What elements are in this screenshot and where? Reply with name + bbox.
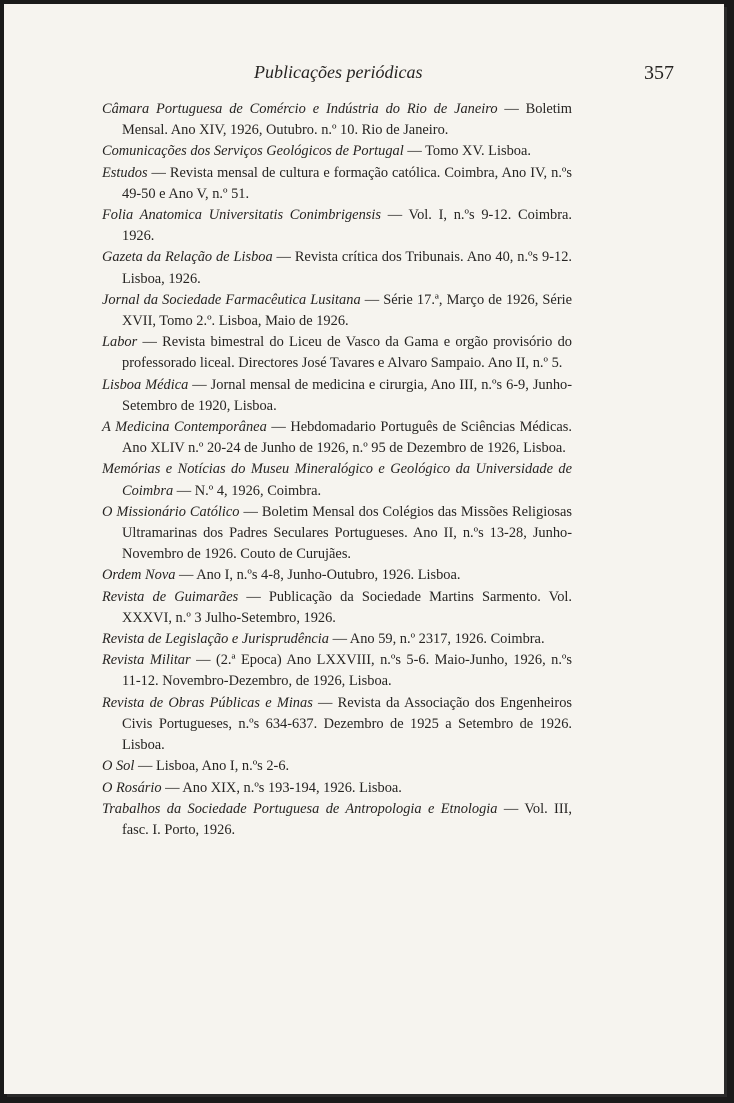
- entry-text: — Revista mensal de cultura e formação católica. Coimbra, Ano IV, n.ºs 49-50 e Ano V, n.º 51.: [122, 164, 572, 202]
- page-number: 357: [644, 62, 674, 84]
- entry-title: Revista de Guimarães: [102, 588, 239, 605]
- entry: [102, 693, 572, 757]
- entry-title: Estudos: [102, 164, 148, 181]
- entry-text: — Publicação da Sociedade Martins Sarmento. Vol. XXXVI, n.º 3 Julho-Setembro, 1926.: [122, 588, 573, 626]
- entry: [102, 587, 572, 629]
- document-page: [4, 4, 724, 1094]
- entry-text: — Ano I, n.ºs 4-8, Junho-Outubro, 1926. Lisboa.: [175, 567, 461, 584]
- entry: [102, 375, 572, 417]
- entry-text: — Hebdomadario Português de Sciências Médicas. Ano XLIV n.º 20-24 de Junho de 1926, n.º 95 de Dezembro de 1926, Lisboa.: [122, 419, 572, 457]
- entry: [102, 756, 572, 777]
- entry: [102, 290, 572, 332]
- entry-title: Comunicações dos Serviços Geológicos de Portugal: [102, 143, 404, 160]
- entry-title: O Sol: [102, 758, 135, 775]
- entry-text: — Ano 59, n.º 2317, 1926. Coimbra.: [329, 631, 545, 648]
- entry-text: — Vol. I, n.ºs 9-12. Coimbra. 1926.: [122, 207, 572, 245]
- entry: [102, 799, 572, 841]
- page-header: [254, 62, 674, 88]
- entry-title: O Missionário Católico: [102, 503, 240, 520]
- entry: [102, 459, 572, 501]
- entry-title: Folia Anatomica Universitatis Conimbrigensis: [102, 207, 381, 224]
- entry-title: Ordem Nova: [102, 567, 176, 584]
- entry: [102, 502, 572, 566]
- entry: [102, 417, 572, 459]
- entry-text: — Boletim Mensal. Ano XIV, 1926, Outubro. n.º 10. Rio de Janeiro.: [122, 101, 572, 139]
- entry-text: — Revista da Associação dos Engenheiros Civis Portugueses, n.ºs 634-637. Dezembro de 1925 a Setembro de 1926. Lisboa.: [122, 694, 572, 754]
- entry-text: — (2.ª Epoca) Ano LXXVIII, n.ºs 5-6. Maio-Junho, 1926, n.ºs 11-12. Novembro-Dezembro, de 1926, Lisboa.: [122, 652, 572, 690]
- entry: [102, 205, 572, 247]
- entry-text: — Boletim Mensal dos Colégios das Missões Religiosas Ultramarinas dos Padres Seculares Portugueses. Ano II, n.ºs 13-28, Junho-Novembro de 1926. Couto de Curujães.: [122, 503, 572, 563]
- entry: [102, 565, 572, 586]
- entry-text: — Revista crítica dos Tribunais. Ano 40, n.ºs 9-12. Lisboa, 1926.: [122, 249, 572, 287]
- entry-title: Jornal da Sociedade Farmacêutica Lusitana: [102, 291, 361, 308]
- entry-title: A Medicina Contemporânea: [102, 419, 267, 436]
- entry: [102, 629, 572, 650]
- entry-title: Revista de Legislação e Jurisprudência: [102, 631, 330, 648]
- entry: [102, 247, 572, 289]
- running-title: Publicações periódicas: [254, 62, 423, 82]
- entry-title: O Rosário: [102, 779, 162, 796]
- entry-title: Revista de Obras Públicas e Minas: [102, 694, 313, 711]
- entry-title: Labor: [102, 334, 138, 351]
- entry-title: Lisboa Médica: [102, 376, 189, 393]
- entry: [102, 332, 572, 374]
- periodicals-list: [102, 99, 572, 841]
- entry-title: Memórias e Notícias do Museu Mineralógico e Geológico da Universidade de Coimbra: [102, 461, 572, 499]
- entry-title: Câmara Portuguesa de Comércio e Indústria do Rio de Janeiro: [102, 101, 498, 117]
- entry-title: Gazeta da Relação de Lisboa: [102, 249, 273, 266]
- entry: [102, 778, 572, 799]
- entry-text: — Lisboa, Ano I, n.ºs 2-6.: [134, 758, 290, 775]
- entry: [102, 99, 572, 141]
- entry-title: Trabalhos da Sociedade Portuguesa de Antropologia e Etnologia: [102, 800, 498, 817]
- entry-text: — Ano XIX, n.ºs 193-194, 1926. Lisboa.: [161, 779, 402, 796]
- entry: [102, 163, 572, 205]
- entry-text: — Vol. III, fasc. I. Porto, 1926.: [122, 800, 572, 838]
- entry: [102, 141, 572, 162]
- entry-title: Revista Militar: [102, 652, 191, 669]
- entry: [102, 650, 572, 692]
- entry-text: — N.º 4, 1926, Coimbra.: [173, 482, 322, 499]
- entry-text: — Revista bimestral do Liceu de Vasco da Gama e orgão provisório do professorado liceal. Directores José Tavares e Alvaro Sampaio. Ano II, n.º 5.: [122, 334, 572, 372]
- entry-text: — Série 17.ª, Março de 1926, Série XVII, Tomo 2.º. Lisboa, Maio de 1926.: [122, 291, 572, 330]
- entry-text: — Tomo XV. Lisboa.: [403, 143, 531, 160]
- entry-text: — Jornal mensal de medicina e cirurgia, Ano III, n.ºs 6-9, Junho-Setembro de 1920, Lisboa.: [122, 376, 573, 414]
